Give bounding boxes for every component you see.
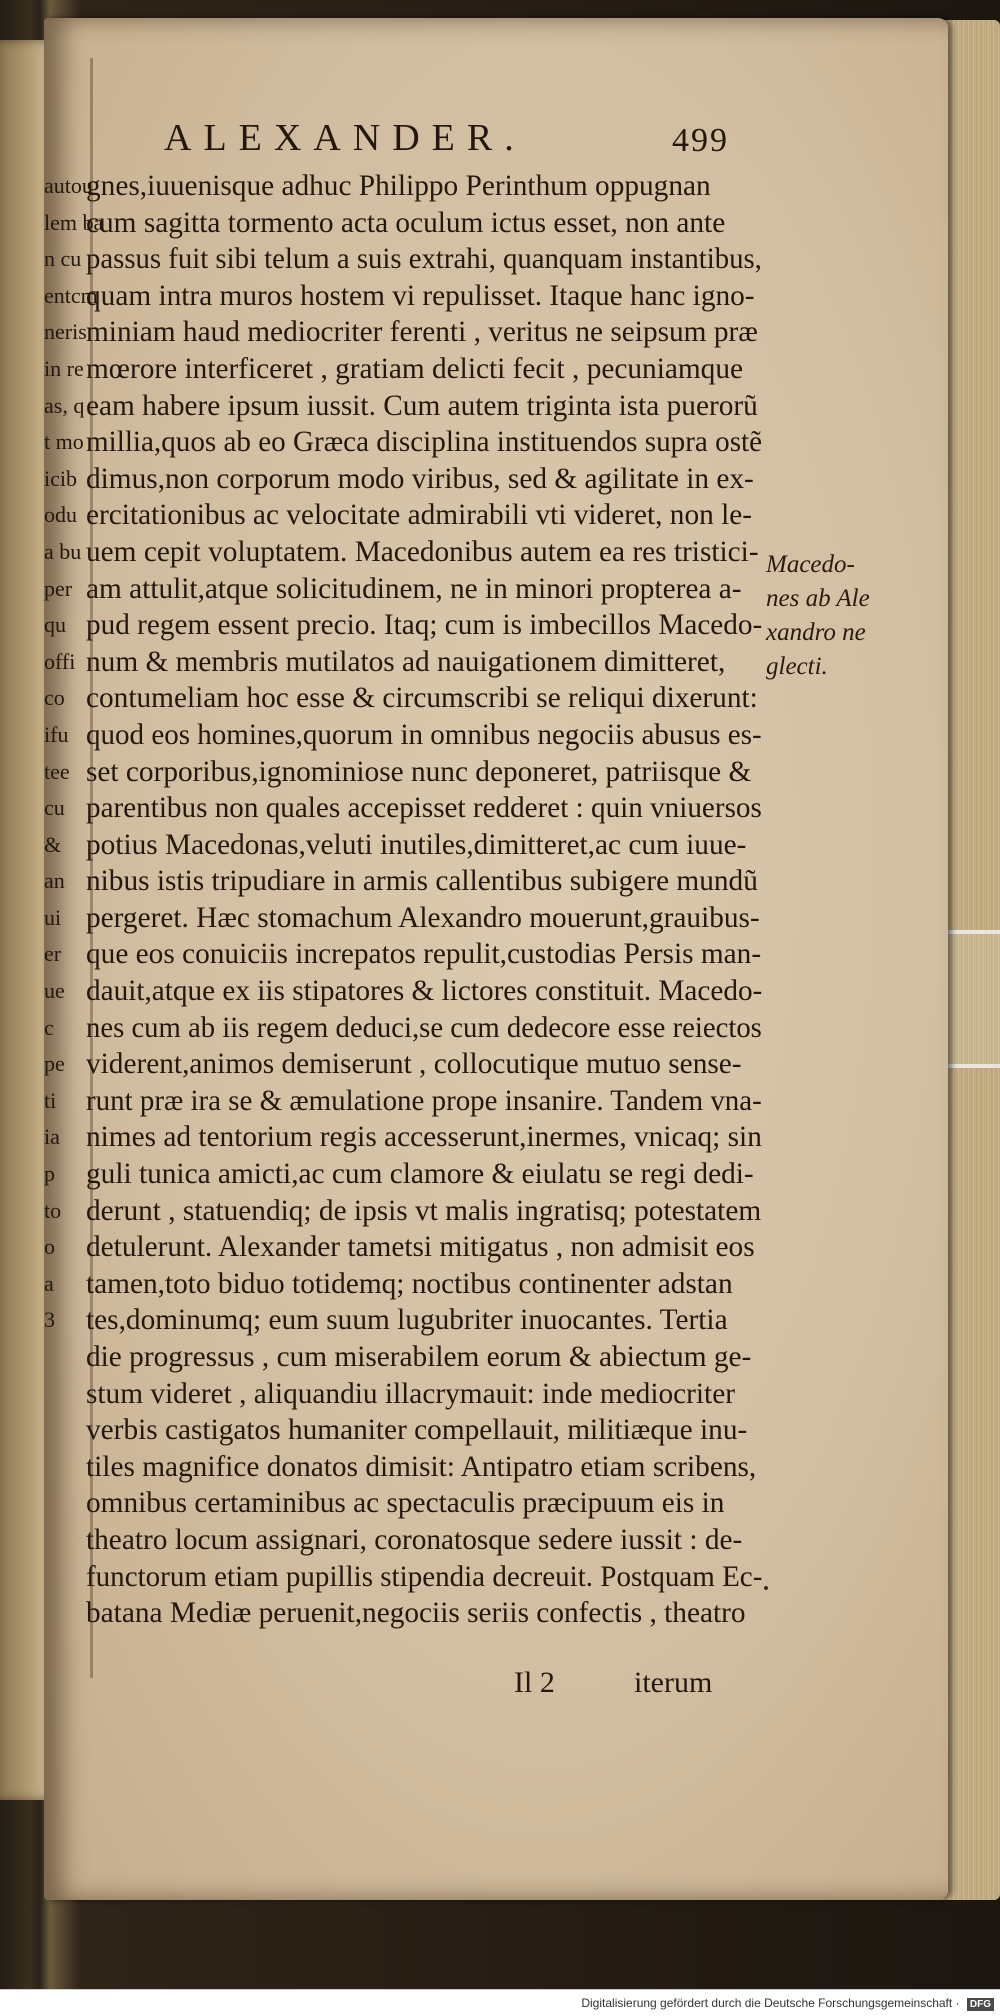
- gutter-fragment: a bu: [44, 538, 82, 564]
- text-line: functorum etiam pupillis stipendia decreuit. Postquam Ec-: [86, 1560, 763, 1593]
- gutter-fragment: o: [44, 1234, 55, 1260]
- gutter-fragment: p: [44, 1161, 55, 1187]
- gutter-fragment: lem ba: [44, 209, 104, 235]
- text-line: tes,dominumq; eum suum lugubriter inuocantes. Tertia: [86, 1304, 728, 1337]
- gutter-fragment: entcm: [44, 282, 98, 308]
- gutter-fragment: odu: [44, 502, 77, 528]
- gutter-fragment: an: [44, 868, 65, 894]
- gutter-fragment: per: [44, 575, 73, 601]
- text-line: viderent,animos demiserunt , collocutique mutuo sense-: [86, 1048, 742, 1081]
- gutter-fragment: er: [44, 941, 62, 967]
- text-line: runt præ ira se & æmulatione prope insanire. Tandem vna-: [86, 1084, 762, 1117]
- text-line: tiles magnifice donatos dimisit: Antipatro etiam scribens,: [86, 1450, 757, 1483]
- text-line: num & membris mutilatos ad nauigationem dimitteret,: [86, 645, 726, 678]
- gutter-fragment: ifu: [44, 721, 69, 747]
- marginal-note-line: Macedo-: [766, 551, 855, 578]
- gutter-fragment: offi: [44, 648, 76, 674]
- gutter-fragment: co: [44, 685, 65, 711]
- page-number: 499: [672, 122, 729, 159]
- text-line: parentibus non quales accepisset redderet : quin vniuersos: [86, 792, 762, 825]
- marginal-note-line: xandro ne: [766, 619, 866, 646]
- gutter-fragment: cu: [44, 795, 65, 821]
- gutter-fragment: neris: [44, 319, 87, 345]
- text-line: ercitationibus ac velocitate admirabili vti videret, non le-: [86, 499, 753, 532]
- gutter-fragment: 3: [44, 1307, 55, 1333]
- text-line: pud regem essent precio. Itaq; cum is imbecillos Macedo-: [86, 609, 763, 642]
- text-line: am attulit,atque solicitudinem, ne in minori propterea a-: [86, 572, 742, 605]
- ink-speck: [764, 1586, 768, 1590]
- gutter-fragments: [44, 168, 104, 1339]
- text-line: uem cepit voluptatem. Macedonibus autem ea res tristici-: [86, 535, 759, 568]
- gutter-fragment: ui: [44, 904, 62, 930]
- text-line: nes cum ab iis regem deduci,se cum dedecore esse reiectos: [86, 1011, 762, 1044]
- gutter-fragment: ti: [44, 1087, 57, 1113]
- gutter-fragment: a: [44, 1270, 54, 1296]
- text-line: pergeret. Hæc stomachum Alexandro mouerunt,grauibus-: [86, 901, 760, 934]
- marginal-note: [766, 548, 896, 684]
- text-line: mœrore interficeret , gratiam delicti fecit , pecuniamque: [86, 352, 744, 385]
- text-line: omnibus certaminibus ac spectaculis præcipuum eis in: [86, 1487, 725, 1520]
- text-line: passus fuit sibi telum a suis extrahi, quanquam instantibus,: [86, 243, 762, 276]
- text-line: set corporibus,ignominiose nunc deponeret, patriisque &: [86, 755, 752, 788]
- text-line: die progressus , cum miserabilem eorum & abiectum ge-: [86, 1341, 752, 1373]
- text-line: verbis castigatos humaniter compellauit, militiæque inu-: [86, 1414, 748, 1447]
- funding-credit: [581, 1996, 994, 2011]
- text-line: contumeliam hoc esse & circumscribi se reliqui dixerunt:: [86, 682, 758, 715]
- gutter-fragment: pe: [44, 1051, 65, 1077]
- gutter-fragment: in re: [44, 355, 84, 381]
- gutter-fragment: qu: [44, 612, 66, 638]
- text-line: millia,quos ab eo Græca disciplina instituendos supra ostẽ: [86, 426, 763, 459]
- gutter-fragment: &: [44, 831, 62, 857]
- signature-mark: Il 2: [514, 1666, 555, 1699]
- gutter-fragment: t mo: [44, 429, 84, 455]
- text-line: detulerunt. Alexander tametsi mitigatus , non admisit eos: [86, 1231, 755, 1264]
- footer-bar: [0, 1989, 1000, 2016]
- text-line: quod eos homines,quorum in omnibus negociis abusus es-: [86, 718, 762, 751]
- gutter-fragment: c: [44, 1014, 54, 1040]
- text-line: stum videret , aliquandiu illacrymauit: inde mediocriter: [86, 1377, 735, 1410]
- gutter-fragment: autou: [44, 173, 93, 198]
- marginal-note-line: glecti.: [766, 653, 828, 680]
- body-text: [86, 168, 766, 1632]
- text-line: cum sagitta tormento acta oculum ictus esset, non ante: [86, 206, 726, 239]
- text-line: theatro locum assignari, coronatosque sedere iussit : de-: [86, 1523, 743, 1556]
- text-line: miniam haud mediocriter ferenti , veritus ne seipsum præ: [86, 316, 758, 349]
- funding-credit-text: Digitalisierung gefördert durch die Deutsche Forschungsgemeinschaft ·: [581, 1996, 960, 2010]
- gutter-fragment: ue: [44, 978, 65, 1004]
- text-line: dauit,atque ex iis stipatores & lictores constituit. Macedo-: [86, 975, 763, 1008]
- gutter-fragment: icib: [44, 465, 77, 491]
- gutter-fragment: to: [44, 1197, 62, 1223]
- text-line: tamen,toto biduo totidemq; noctibus continenter adstan: [86, 1267, 733, 1300]
- text-line: potius Macedonas,veluti inutiles,dimitteret,ac cum iuue-: [86, 828, 747, 861]
- text-line: nibus istis tripudiare in armis callentibus subigere mundũ: [86, 865, 758, 898]
- gutter-fragment: tee: [44, 758, 70, 784]
- gutter-fragment: n cu: [44, 246, 82, 272]
- running-head: ALEXANDER.: [164, 117, 526, 159]
- catchword: iterum: [634, 1666, 713, 1699]
- dfg-logo-icon: DFG: [967, 1998, 994, 2011]
- text-line: batana Mediæ peruenit,negociis seriis confectis , theatro: [86, 1597, 746, 1630]
- text-line: nimes ad tentorium regis accesserunt,inermes, vnicaq; sin: [86, 1121, 762, 1154]
- text-line: que eos conuiciis increpatos repulit,custodias Persis man-: [86, 938, 762, 971]
- marginal-note-line: nes ab Ale: [766, 585, 870, 612]
- text-line: derunt , statuendiq; de ipsis vt malis ingratisq; potestatem: [86, 1194, 762, 1227]
- gutter-fragment: as, q: [44, 392, 85, 418]
- text-line: gnes,iuuenisque adhuc Philippo Perinthum oppugnan: [86, 170, 711, 202]
- book-page: [44, 18, 948, 1900]
- text-line: quam intra muros hostem vi repulisset. Itaque hanc igno-: [86, 279, 755, 312]
- text-line: dimus,non corporum modo viribus, sed & agilitate in ex-: [86, 462, 754, 495]
- text-line: eam habere ipsum iussit. Cum autem triginta ista puerorũ: [86, 389, 758, 422]
- text-line: guli tunica amicti,ac cum clamore & eiulatu se regi dedi-: [86, 1158, 754, 1191]
- gutter-fragment: ia: [44, 1124, 60, 1150]
